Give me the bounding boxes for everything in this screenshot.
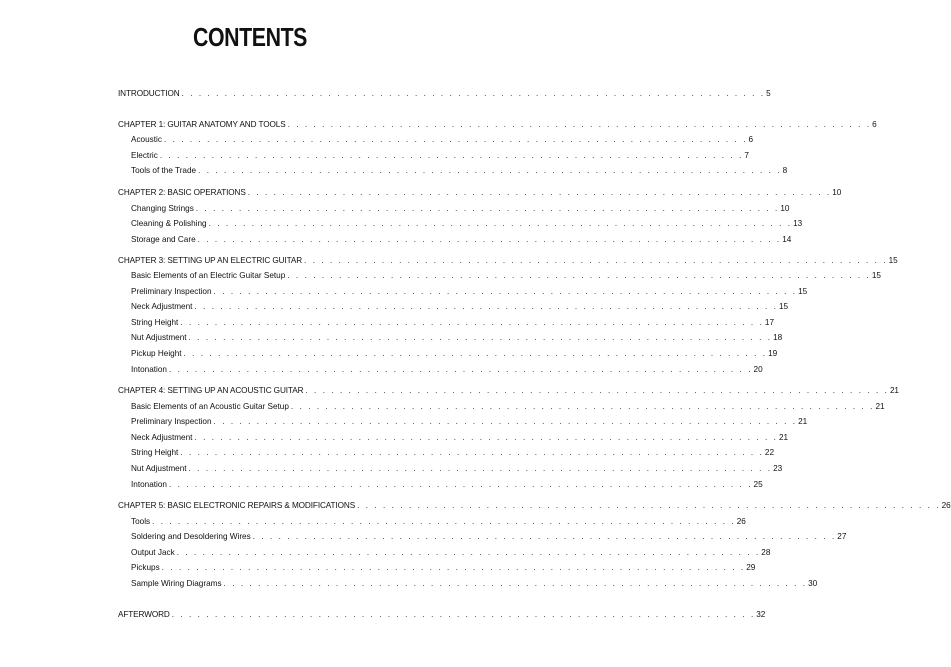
toc-page-number: 25 bbox=[753, 480, 763, 489]
toc-page-number: 18 bbox=[773, 333, 783, 342]
toc-subentry[interactable] bbox=[131, 514, 746, 528]
toc-page-number: 5 bbox=[766, 89, 771, 98]
toc-chapter-entry[interactable] bbox=[118, 607, 766, 621]
toc-page-number: 15 bbox=[871, 271, 881, 280]
toc-subentry[interactable] bbox=[131, 163, 788, 177]
toc-entry-label: CHAPTER 5: BASIC ELECTRONIC REPAIRS & MODIFICATIONS bbox=[118, 501, 356, 510]
toc-page-number: 30 bbox=[808, 579, 818, 588]
toc-entry-label: INTRODUCTION bbox=[118, 89, 180, 98]
dot-leader: . . . . . . . . . . . . . . . . . . . . . . . . . . . . . . . . . . . . . . . . . . . . . . . . . . . . . . . . . . . . . . . . . . . . bbox=[171, 610, 756, 619]
dot-leader: . . . . . . . . . . . . . . . . . . . . . . . . . . . . . . . . . . . . . . . . . . . . . . . . . . . . . . . . . . . . . . . . . . . . bbox=[287, 271, 871, 280]
toc-entry-label: Neck Adjustment bbox=[131, 302, 193, 311]
toc-page-number: 26 bbox=[736, 517, 746, 526]
dot-leader: . . . . . . . . . . . . . . . . . . . . . . . . . . . . . . . . . . . . . . . . . . . . . . . . . . . . . . . . . . . . . . . . . . . . bbox=[183, 349, 768, 358]
toc-page-number: 29 bbox=[746, 563, 756, 572]
dot-leader: . . . . . . . . . . . . . . . . . . . . . . . . . . . . . . . . . . . . . . . . . . . . . . . . . . . . . . . . . . . . . . . . . . . . bbox=[168, 365, 753, 374]
toc-page-number: 22 bbox=[764, 448, 775, 457]
dot-leader: . . . . . . . . . . . . . . . . . . . . . . . . . . . . . . . . . . . . . . . . . . . . . . . . . . . . . . . . . . . . . . . . . . . . bbox=[159, 151, 744, 160]
toc-page-number: 26 bbox=[941, 501, 951, 510]
dot-leader: . . . . . . . . . . . . . . . . . . . . . . . . . . . . . . . . . . . . . . . . . . . . . . . . . . . . . . . . . . . . . . . . . . . . bbox=[180, 318, 764, 327]
toc-page-number: 21 bbox=[779, 433, 789, 442]
dot-leader: . . . . . . . . . . . . . . . . . . . . . . . . . . . . . . . . . . . . . . . . . . . . . . . . . . . . . . . . . . . . . . . . . . . . bbox=[357, 501, 941, 510]
toc-subentry[interactable] bbox=[131, 362, 763, 376]
toc-page-number: 27 bbox=[837, 532, 847, 541]
toc-entry-label: Intonation bbox=[131, 480, 167, 489]
toc-subentry[interactable] bbox=[131, 445, 775, 459]
page-title: CONTENTS bbox=[193, 22, 307, 52]
toc-entry-label: Pickups bbox=[131, 563, 160, 572]
dot-leader: . . . . . . . . . . . . . . . . . . . . . . . . . . . . . . . . . . . . . . . . . . . . . . . . . . . . . . . . . . . . . . . . . . . . bbox=[188, 333, 773, 342]
toc-entry-label: Storage and Care bbox=[131, 235, 196, 244]
toc-entry-label: AFTERWORD bbox=[118, 610, 170, 619]
toc-subentry[interactable] bbox=[131, 399, 885, 413]
toc-entry-label: Neck Adjustment bbox=[131, 433, 193, 442]
toc-subentry[interactable] bbox=[131, 576, 818, 590]
toc-entry-label: Cleaning & Polishing bbox=[131, 219, 207, 228]
toc-subentry[interactable] bbox=[131, 545, 771, 559]
toc-page-number: 21 bbox=[889, 386, 899, 395]
toc-page-number: 20 bbox=[753, 365, 763, 374]
toc-chapter-entry[interactable] bbox=[118, 185, 842, 199]
toc-chapter-entry[interactable] bbox=[118, 117, 877, 131]
toc-page-number: 28 bbox=[761, 548, 771, 557]
toc-entry-label: Pickup Height bbox=[131, 349, 182, 358]
dot-leader: . . . . . . . . . . . . . . . . . . . . . . . . . . . . . . . . . . . . . . . . . . . . . . . . . . . . . . . . . . . . . . . . . . . . bbox=[194, 302, 778, 311]
toc-entry-label: Changing Strings bbox=[131, 204, 194, 213]
toc-entry-label: Preliminary Inspection bbox=[131, 287, 212, 296]
toc-page-number: 15 bbox=[798, 287, 808, 296]
toc-chapter-entry[interactable] bbox=[118, 86, 771, 100]
toc-subentry[interactable] bbox=[131, 315, 775, 329]
dot-leader: . . . . . . . . . . . . . . . . . . . . . . . . . . . . . . . . . . . . . . . . . . . . . . . . . . . . . . . . . . . . . . . . . . . . bbox=[180, 448, 764, 457]
dot-leader: . . . . . . . . . . . . . . . . . . . . . . . . . . . . . . . . . . . . . . . . . . . . . . . . . . . . . . . . . . . . . . . . . . . . bbox=[252, 532, 837, 541]
dot-leader: . . . . . . . . . . . . . . . . . . . . . . . . . . . . . . . . . . . . . . . . . . . . . . . . . . . . . . . . . . . . . . . . . . . . bbox=[305, 386, 889, 395]
dot-leader: . . . . . . . . . . . . . . . . . . . . . . . . . . . . . . . . . . . . . . . . . . . . . . . . . . . . . . . . . . . . . . . . . . . . bbox=[161, 563, 746, 572]
toc-entry-label: Nut Adjustment bbox=[131, 333, 187, 342]
toc-entry-label: Acoustic bbox=[131, 135, 162, 144]
dot-leader: . . . . . . . . . . . . . . . . . . . . . . . . . . . . . . . . . . . . . . . . . . . . . . . . . . . . . . . . . . . . . . . . . . . . bbox=[194, 433, 778, 442]
toc-subentry[interactable] bbox=[131, 232, 792, 246]
toc-entry-label: Tools of the Trade bbox=[131, 166, 197, 175]
dot-leader: . . . . . . . . . . . . . . . . . . . . . . . . . . . . . . . . . . . . . . . . . . . . . . . . . . . . . . . . . . . . . . . . . . . . bbox=[181, 89, 766, 98]
toc-page-number: 15 bbox=[779, 302, 789, 311]
toc-subentry[interactable] bbox=[131, 148, 749, 162]
toc-page-number: 6 bbox=[872, 120, 877, 129]
toc-entry-label: Electric bbox=[131, 151, 158, 160]
toc-subentry[interactable] bbox=[131, 346, 778, 360]
toc-subentry[interactable] bbox=[131, 414, 808, 428]
dot-leader: . . . . . . . . . . . . . . . . . . . . . . . . . . . . . . . . . . . . . . . . . . . . . . . . . . . . . . . . . . . . . . . . . . . . bbox=[290, 402, 875, 411]
toc-page-number: 6 bbox=[748, 135, 754, 144]
toc-entry-label: Nut Adjustment bbox=[131, 464, 187, 473]
toc-page-number: 10 bbox=[832, 188, 842, 197]
toc-entry-label: CHAPTER 1: GUITAR ANATOMY AND TOOLS bbox=[118, 120, 286, 129]
toc-subentry[interactable] bbox=[131, 560, 756, 574]
toc-chapter-entry[interactable] bbox=[118, 253, 898, 267]
dot-leader: . . . . . . . . . . . . . . . . . . . . . . . . . . . . . . . . . . . . . . . . . . . . . . . . . . . . . . . . . . . . . . . . . . . . bbox=[195, 204, 780, 213]
toc-page-number: 13 bbox=[793, 219, 803, 228]
toc-page-number: 8 bbox=[782, 166, 788, 175]
dot-leader: . . . . . . . . . . . . . . . . . . . . . . . . . . . . . . . . . . . . . . . . . . . . . . . . . . . . . . . . . . . . . . . . . . . . bbox=[287, 120, 872, 129]
toc-subentry[interactable] bbox=[131, 461, 783, 475]
toc-entry-label: Preliminary Inspection bbox=[131, 417, 212, 426]
toc-entry-label: Tools bbox=[131, 517, 151, 526]
toc-entry-label: Output Jack bbox=[131, 548, 175, 557]
dot-leader: . . . . . . . . . . . . . . . . . . . . . . . . . . . . . . . . . . . . . . . . . . . . . . . . . . . . . . . . . . . . . . . . . . . . bbox=[208, 219, 793, 228]
dot-leader: . . . . . . . . . . . . . . . . . . . . . . . . . . . . . . . . . . . . . . . . . . . . . . . . . . . . . . . . . . . . . . . . . . . . bbox=[152, 517, 736, 526]
toc-page-number: 14 bbox=[782, 235, 792, 244]
toc-subentry[interactable] bbox=[131, 330, 783, 344]
toc-subentry[interactable] bbox=[131, 284, 808, 298]
toc-subentry[interactable] bbox=[131, 529, 847, 543]
toc-chapter-entry[interactable] bbox=[118, 498, 951, 512]
toc-subentry[interactable] bbox=[131, 201, 790, 215]
toc-entry-label: String Height bbox=[131, 318, 179, 327]
toc-page-number: 15 bbox=[888, 256, 898, 265]
toc-entry-label: Soldering and Desoldering Wires bbox=[131, 532, 251, 541]
dot-leader: . . . . . . . . . . . . . . . . . . . . . . . . . . . . . . . . . . . . . . . . . . . . . . . . . . . . . . . . . . . . . . . . . . . . bbox=[197, 235, 782, 244]
dot-leader: . . . . . . . . . . . . . . . . . . . . . . . . . . . . . . . . . . . . . . . . . . . . . . . . . . . . . . . . . . . . . . . . . . . . bbox=[213, 287, 798, 296]
toc-chapter-entry[interactable] bbox=[118, 383, 899, 397]
dot-leader: . . . . . . . . . . . . . . . . . . . . . . . . . . . . . . . . . . . . . . . . . . . . . . . . . . . . . . . . . . . . . . . . . . . . bbox=[168, 480, 753, 489]
toc-subentry[interactable] bbox=[131, 216, 803, 230]
toc-page-number: 17 bbox=[764, 318, 775, 327]
toc-subentry[interactable] bbox=[131, 477, 763, 491]
toc-entry-label: Basic Elements of an Acoustic Guitar Setup bbox=[131, 402, 289, 411]
toc-page-number: 19 bbox=[768, 349, 778, 358]
toc-entry-label: String Height bbox=[131, 448, 179, 457]
toc-subentry[interactable] bbox=[131, 268, 881, 282]
toc-page-number: 10 bbox=[780, 204, 790, 213]
toc-subentry[interactable] bbox=[131, 430, 789, 444]
toc-entry-label: Sample Wiring Diagrams bbox=[131, 579, 222, 588]
dot-leader: . . . . . . . . . . . . . . . . . . . . . . . . . . . . . . . . . . . . . . . . . . . . . . . . . . . . . . . . . . . . . . . . . . . . bbox=[198, 166, 782, 175]
toc-subentry[interactable] bbox=[131, 299, 789, 313]
dot-leader: . . . . . . . . . . . . . . . . . . . . . . . . . . . . . . . . . . . . . . . . . . . . . . . . . . . . . . . . . . . . . . . . . . . . bbox=[176, 548, 761, 557]
toc-page-number: 23 bbox=[773, 464, 783, 473]
toc-entry-label: CHAPTER 3: SETTING UP AN ELECTRIC GUITAR bbox=[118, 256, 303, 265]
toc-page-number: 21 bbox=[798, 417, 808, 426]
toc-page-number: 21 bbox=[875, 402, 885, 411]
toc-page-number: 32 bbox=[756, 610, 766, 619]
dot-leader: . . . . . . . . . . . . . . . . . . . . . . . . . . . . . . . . . . . . . . . . . . . . . . . . . . . . . . . . . . . . . . . . . . . . bbox=[163, 135, 748, 144]
dot-leader: . . . . . . . . . . . . . . . . . . . . . . . . . . . . . . . . . . . . . . . . . . . . . . . . . . . . . . . . . . . . . . . . . . . . bbox=[223, 579, 808, 588]
toc-page-number: 7 bbox=[744, 151, 749, 160]
dot-leader: . . . . . . . . . . . . . . . . . . . . . . . . . . . . . . . . . . . . . . . . . . . . . . . . . . . . . . . . . . . . . . . . . . . . bbox=[247, 188, 832, 197]
toc-entry-label: Basic Elements of an Electric Guitar Setup bbox=[131, 271, 286, 280]
dot-leader: . . . . . . . . . . . . . . . . . . . . . . . . . . . . . . . . . . . . . . . . . . . . . . . . . . . . . . . . . . . . . . . . . . . . bbox=[188, 464, 773, 473]
toc-entry-label: CHAPTER 2: BASIC OPERATIONS bbox=[118, 188, 246, 197]
dot-leader: . . . . . . . . . . . . . . . . . . . . . . . . . . . . . . . . . . . . . . . . . . . . . . . . . . . . . . . . . . . . . . . . . . . . bbox=[304, 256, 888, 265]
toc-entry-label: CHAPTER 4: SETTING UP AN ACOUSTIC GUITAR bbox=[118, 386, 304, 395]
dot-leader: . . . . . . . . . . . . . . . . . . . . . . . . . . . . . . . . . . . . . . . . . . . . . . . . . . . . . . . . . . . . . . . . . . . . bbox=[213, 417, 798, 426]
toc-entry-label: Intonation bbox=[131, 365, 167, 374]
toc-subentry[interactable] bbox=[131, 132, 754, 146]
